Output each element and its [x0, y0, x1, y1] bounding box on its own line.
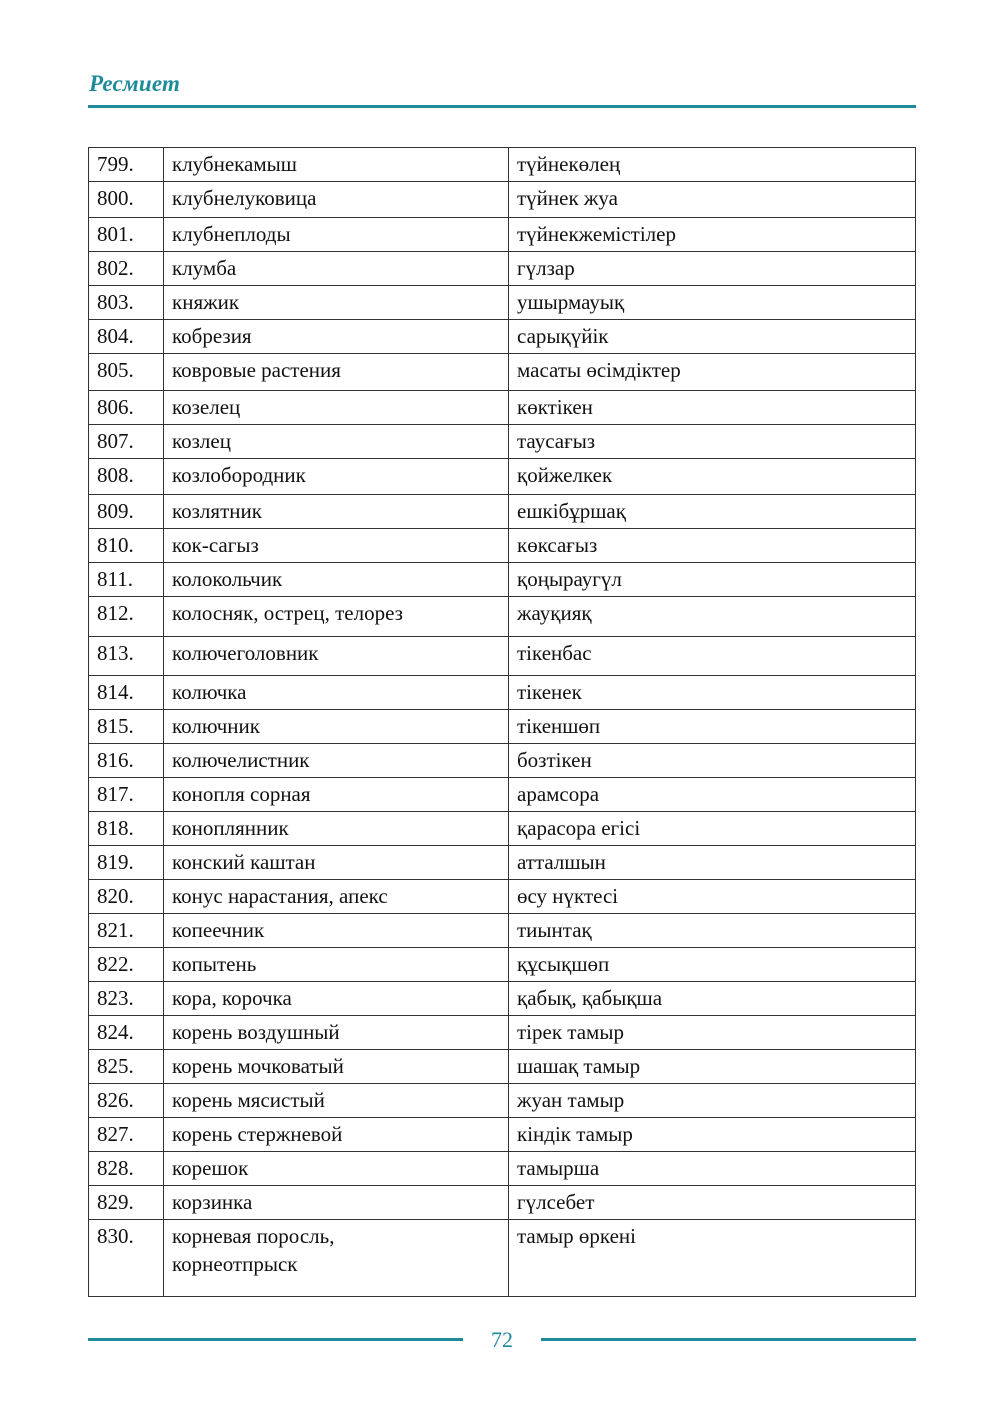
term-number-cell: 809. — [89, 495, 164, 529]
term-number-cell: 827. — [89, 1118, 164, 1152]
russian-term-cell: корень воздушный — [164, 1016, 509, 1050]
russian-term-cell: козелец — [164, 391, 509, 425]
russian-term-cell: кобрезия — [164, 320, 509, 354]
term-number-cell: 814. — [89, 676, 164, 710]
table-row — [89, 982, 916, 1016]
term-number-cell: 826. — [89, 1084, 164, 1118]
kazakh-term-cell: тамыр өркені — [509, 1220, 916, 1297]
russian-term-cell: колючка — [164, 676, 509, 710]
russian-term-cell: корневая поросль, корнеотпрыск — [164, 1220, 509, 1297]
table-row — [89, 529, 916, 563]
term-number-cell: 822. — [89, 948, 164, 982]
term-number-cell: 803. — [89, 286, 164, 320]
russian-term-cell: козлятник — [164, 495, 509, 529]
kazakh-term-cell: арамсора — [509, 778, 916, 812]
table-row — [89, 218, 916, 252]
kazakh-term-cell: масаты өсімдіктер — [509, 354, 916, 391]
term-number-cell: 805. — [89, 354, 164, 391]
kazakh-term-cell: түйнекжемістілер — [509, 218, 916, 252]
term-number-cell: 810. — [89, 529, 164, 563]
table-row — [89, 597, 916, 637]
glossary-table-body — [89, 148, 916, 1297]
term-number-cell: 821. — [89, 914, 164, 948]
kazakh-term-cell: тікенек — [509, 676, 916, 710]
table-row — [89, 1186, 916, 1220]
table-row — [89, 1084, 916, 1118]
russian-term-cell: корень мочковатый — [164, 1050, 509, 1084]
term-number-cell: 815. — [89, 710, 164, 744]
table-row — [89, 880, 916, 914]
kazakh-term-cell: кіндік тамыр — [509, 1118, 916, 1152]
header-divider — [88, 105, 916, 108]
russian-term-cell: ковровые растения — [164, 354, 509, 391]
kazakh-term-cell: қоңыраугүл — [509, 563, 916, 597]
russian-term-cell: клубнелуковица — [164, 182, 509, 218]
kazakh-term-cell: қойжелкек — [509, 459, 916, 495]
term-number-cell: 823. — [89, 982, 164, 1016]
table-row — [89, 778, 916, 812]
glossary-table — [88, 147, 916, 1297]
russian-term-cell: кок-сагыз — [164, 529, 509, 563]
table-row — [89, 1118, 916, 1152]
term-number-cell: 801. — [89, 218, 164, 252]
table-row — [89, 1152, 916, 1186]
term-number-cell: 808. — [89, 459, 164, 495]
kazakh-term-cell: тікенбас — [509, 637, 916, 676]
russian-term-cell: колокольчик — [164, 563, 509, 597]
russian-term-cell: княжик — [164, 286, 509, 320]
term-number-cell: 829. — [89, 1186, 164, 1220]
table-row — [89, 425, 916, 459]
table-row — [89, 459, 916, 495]
russian-term-cell: клубнекамыш — [164, 148, 509, 182]
kazakh-term-cell: құсықшөп — [509, 948, 916, 982]
term-number-cell: 828. — [89, 1152, 164, 1186]
table-row — [89, 812, 916, 846]
kazakh-term-cell: қабық, қабықша — [509, 982, 916, 1016]
table-row — [89, 1050, 916, 1084]
kazakh-term-cell: шашақ тамыр — [509, 1050, 916, 1084]
russian-term-cell: корзинка — [164, 1186, 509, 1220]
kazakh-term-cell: өсу нүктесі — [509, 880, 916, 914]
term-number-cell: 824. — [89, 1016, 164, 1050]
kazakh-term-cell: гүлзар — [509, 252, 916, 286]
russian-term-cell: конский каштан — [164, 846, 509, 880]
kazakh-term-cell: көктікен — [509, 391, 916, 425]
term-number-cell: 799. — [89, 148, 164, 182]
table-row — [89, 1016, 916, 1050]
table-row — [89, 252, 916, 286]
kazakh-term-cell: ушырмауық — [509, 286, 916, 320]
table-row — [89, 354, 916, 391]
term-number-cell: 802. — [89, 252, 164, 286]
table-row — [89, 744, 916, 778]
kazakh-term-cell: тамырша — [509, 1152, 916, 1186]
kazakh-term-cell: ешкібұршақ — [509, 495, 916, 529]
kazakh-term-cell: жауқияқ — [509, 597, 916, 637]
table-row — [89, 948, 916, 982]
russian-term-cell: козлобородник — [164, 459, 509, 495]
table-row — [89, 391, 916, 425]
table-row — [89, 710, 916, 744]
russian-term-cell: копытень — [164, 948, 509, 982]
term-number-cell: 816. — [89, 744, 164, 778]
russian-term-cell: клубнеплоды — [164, 218, 509, 252]
term-number-cell: 820. — [89, 880, 164, 914]
russian-term-cell: корень мясистый — [164, 1084, 509, 1118]
kazakh-term-cell: түйнекөлең — [509, 148, 916, 182]
table-row — [89, 846, 916, 880]
kazakh-term-cell: сарықүйік — [509, 320, 916, 354]
russian-term-cell: конопля сорная — [164, 778, 509, 812]
russian-term-cell: копеечник — [164, 914, 509, 948]
term-number-cell: 812. — [89, 597, 164, 637]
kazakh-term-cell: тікеншөп — [509, 710, 916, 744]
kazakh-term-cell: қарасора егісі — [509, 812, 916, 846]
term-number-cell: 806. — [89, 391, 164, 425]
table-row — [89, 563, 916, 597]
table-row — [89, 182, 916, 218]
footer-divider-left — [88, 1338, 463, 1341]
kazakh-term-cell: таусағыз — [509, 425, 916, 459]
term-number-cell: 819. — [89, 846, 164, 880]
kazakh-term-cell: гүлсебет — [509, 1186, 916, 1220]
russian-term-cell: конус нарастания, апекс — [164, 880, 509, 914]
table-row — [89, 1220, 916, 1297]
term-number-cell: 817. — [89, 778, 164, 812]
russian-term-cell: козлец — [164, 425, 509, 459]
footer-divider-right — [541, 1338, 916, 1341]
running-header-title: Ресмиет — [89, 71, 181, 96]
russian-term-cell: корешок — [164, 1152, 509, 1186]
term-number-cell: 818. — [89, 812, 164, 846]
russian-term-cell: колючник — [164, 710, 509, 744]
table-row — [89, 320, 916, 354]
term-number-cell: 813. — [89, 637, 164, 676]
page-number: 72 — [491, 1327, 513, 1352]
term-number-cell: 825. — [89, 1050, 164, 1084]
russian-term-cell: колючелистник — [164, 744, 509, 778]
kazakh-term-cell: түйнек жуа — [509, 182, 916, 218]
russian-term-cell: клумба — [164, 252, 509, 286]
russian-term-cell: коноплянник — [164, 812, 509, 846]
russian-term-cell: колосняк, острец, телорез — [164, 597, 509, 637]
kazakh-term-cell: атталшын — [509, 846, 916, 880]
russian-term-cell: корень стержневой — [164, 1118, 509, 1152]
term-number-cell: 804. — [89, 320, 164, 354]
table-row — [89, 495, 916, 529]
table-row — [89, 286, 916, 320]
kazakh-term-cell: көксағыз — [509, 529, 916, 563]
russian-term-cell: колючеголовник — [164, 637, 509, 676]
table-row — [89, 637, 916, 676]
kazakh-term-cell: жуан тамыр — [509, 1084, 916, 1118]
kazakh-term-cell: бозтікен — [509, 744, 916, 778]
table-row — [89, 148, 916, 182]
kazakh-term-cell: тірек тамыр — [509, 1016, 916, 1050]
table-row — [89, 914, 916, 948]
term-number-cell: 807. — [89, 425, 164, 459]
term-number-cell: 800. — [89, 182, 164, 218]
term-number-cell: 830. — [89, 1220, 164, 1297]
kazakh-term-cell: тиынтақ — [509, 914, 916, 948]
russian-term-cell: кора, корочка — [164, 982, 509, 1016]
term-number-cell: 811. — [89, 563, 164, 597]
table-row — [89, 676, 916, 710]
